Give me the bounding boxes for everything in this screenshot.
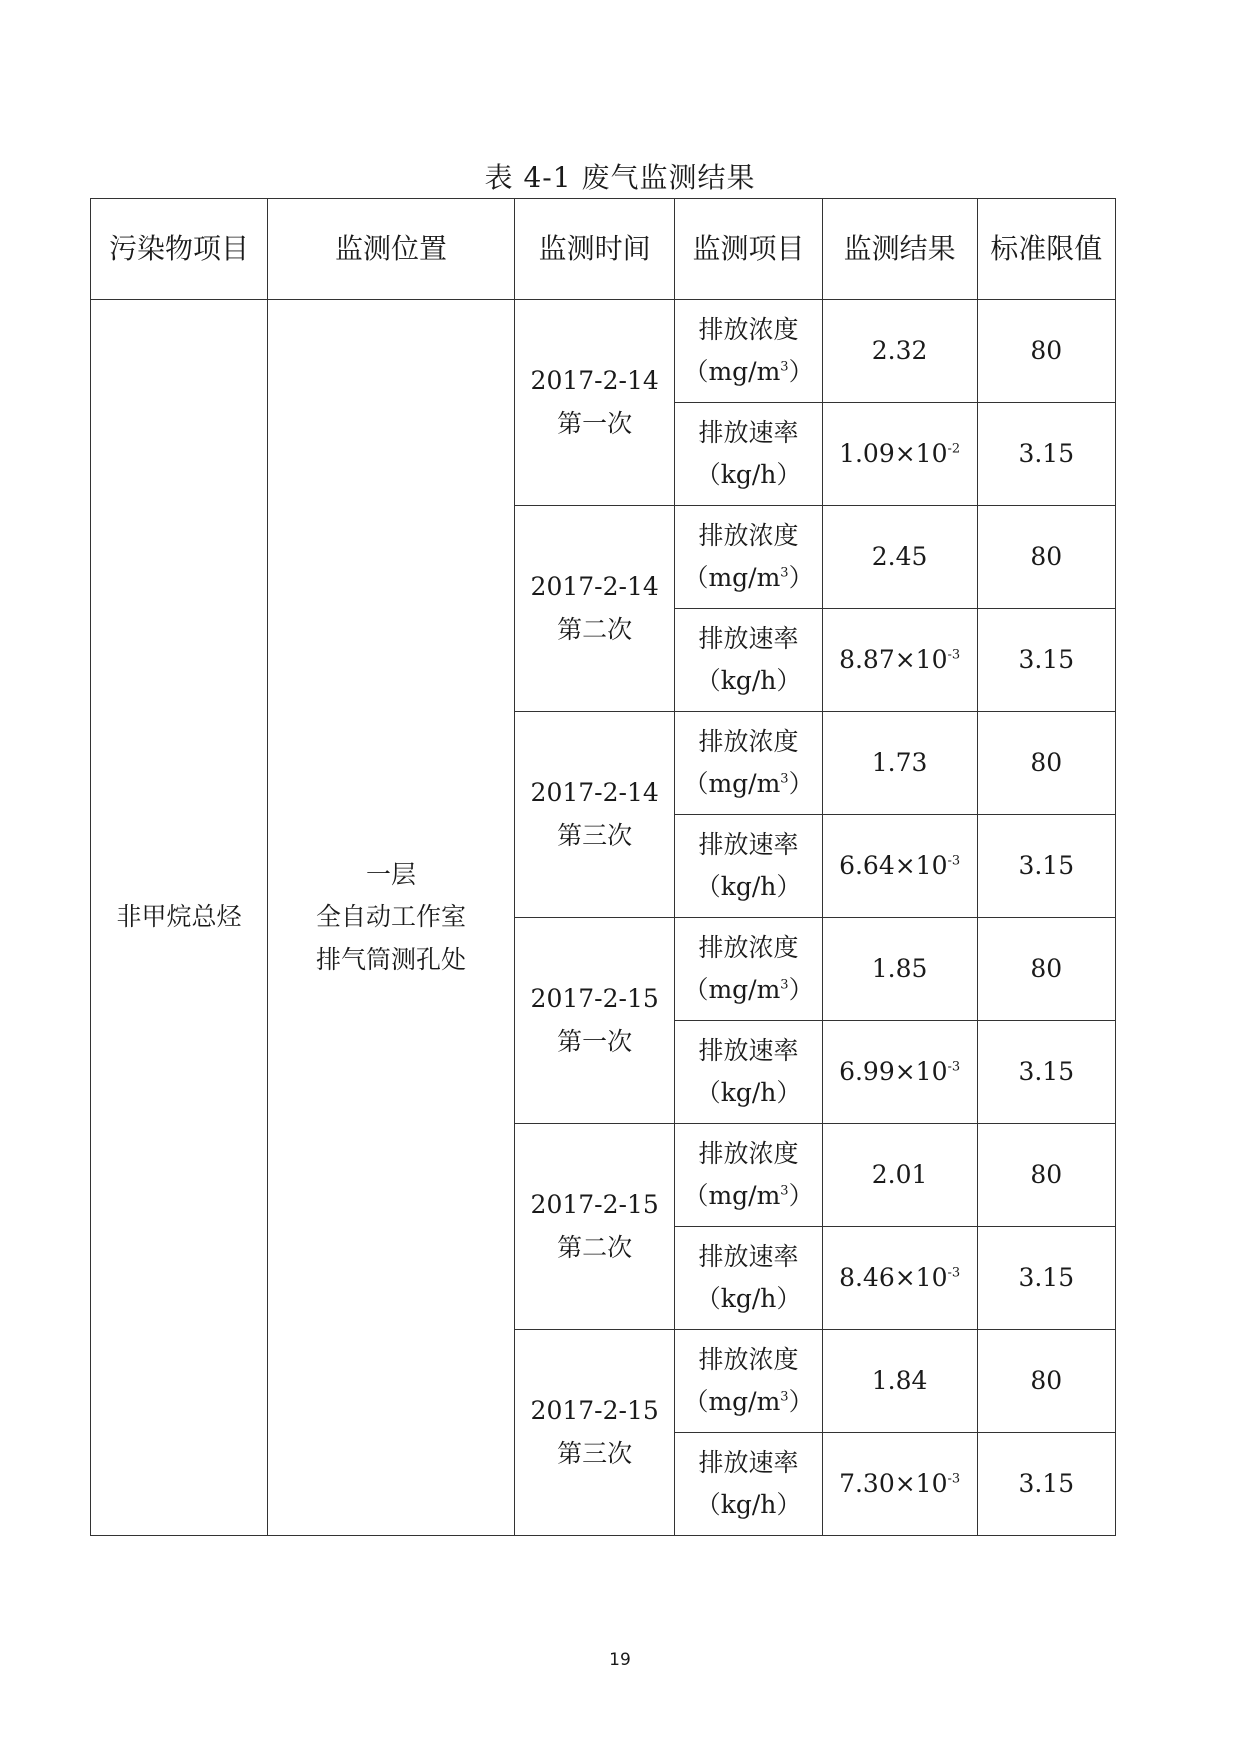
rate-exponent: -3 (947, 647, 961, 663)
header-result: 监测结果 (822, 199, 977, 300)
unit-text: ） (788, 1181, 814, 1210)
rate-base: 1.09×10 (839, 438, 948, 468)
header-limit: 标准限值 (977, 199, 1115, 300)
session-label: 第三次 (557, 1438, 633, 1468)
item-name: 排放速率 (698, 1447, 799, 1477)
result-value (822, 403, 977, 506)
unit-text: （mg/m (683, 769, 781, 798)
rate-exponent: -3 (947, 1265, 961, 1281)
rate-exponent: -3 (947, 1059, 961, 1075)
session-label: 第一次 (557, 408, 633, 438)
session-label: 第二次 (557, 614, 633, 644)
location-cell (268, 300, 515, 1536)
emission-results-table (90, 198, 1116, 1536)
item-concentration-cell (675, 1124, 822, 1227)
header-location: 监测位置 (268, 199, 515, 300)
item-name: 排放速率 (698, 829, 799, 859)
item-name: 排放浓度 (698, 726, 799, 756)
limit-value: 80 (977, 506, 1115, 609)
result-value: 2.32 (822, 300, 977, 403)
limit-value: 80 (977, 300, 1115, 403)
rate-base: 8.87×10 (839, 644, 948, 674)
session-time-cell (514, 712, 675, 918)
limit-value: 3.15 (977, 1433, 1115, 1536)
item-concentration-cell (675, 712, 822, 815)
pollutant-name: 非甲烷总烃 (116, 902, 242, 932)
item-unit (675, 969, 821, 1012)
result-value: 1.84 (822, 1330, 977, 1433)
session-label: 第一次 (557, 1026, 633, 1056)
item-name: 排放速率 (698, 417, 799, 447)
item-unit: （kg/h） (695, 460, 802, 489)
rate-exponent: -3 (947, 1471, 961, 1487)
limit-value: 3.15 (977, 815, 1115, 918)
unit-text: ） (788, 975, 814, 1004)
session-date: 2017-2-14 (530, 572, 659, 601)
session-time-cell (514, 918, 675, 1124)
unit-text: （mg/m (683, 357, 781, 386)
unit-text: （mg/m (683, 563, 781, 592)
result-value (822, 1021, 977, 1124)
rate-base: 6.99×10 (839, 1056, 948, 1086)
header-row (91, 199, 1116, 300)
unit-text: （mg/m (683, 1181, 781, 1210)
item-unit (675, 763, 821, 806)
rate-base: 7.30×10 (839, 1468, 948, 1498)
item-name: 排放浓度 (698, 314, 799, 344)
limit-value: 3.15 (977, 403, 1115, 506)
item-unit: （kg/h） (695, 1078, 802, 1107)
item-concentration-cell (675, 506, 822, 609)
session-date: 2017-2-15 (530, 1396, 659, 1425)
table-row (91, 300, 1116, 403)
item-unit (675, 351, 821, 394)
location-line: 一层 (366, 859, 417, 889)
limit-value: 3.15 (977, 1021, 1115, 1124)
unit-text: ） (788, 1387, 814, 1416)
session-time-cell (514, 300, 675, 506)
header-pollutant: 污染物项目 (91, 199, 268, 300)
item-name: 排放速率 (698, 623, 799, 653)
item-concentration-cell (675, 300, 822, 403)
limit-value: 80 (977, 1124, 1115, 1227)
item-rate-cell (675, 1021, 822, 1124)
item-name: 排放速率 (698, 1035, 799, 1065)
unit-superscript: 3 (780, 359, 789, 375)
result-value: 1.85 (822, 918, 977, 1021)
session-time-cell (514, 1124, 675, 1330)
item-rate-cell (675, 403, 822, 506)
result-value: 1.73 (822, 712, 977, 815)
rate-base: 8.46×10 (839, 1262, 948, 1292)
item-name: 排放速率 (698, 1241, 799, 1271)
session-label: 第三次 (557, 820, 633, 850)
unit-text: （mg/m (683, 1387, 781, 1416)
session-date: 2017-2-15 (530, 984, 659, 1013)
item-unit (675, 557, 821, 600)
table-caption: 表 4-1 废气监测结果 (484, 161, 756, 194)
limit-value: 80 (977, 712, 1115, 815)
unit-text: ） (788, 563, 814, 592)
session-date: 2017-2-14 (530, 778, 659, 807)
item-rate-cell (675, 815, 822, 918)
result-value (822, 1227, 977, 1330)
unit-superscript: 3 (780, 1183, 789, 1199)
header-item: 监测项目 (675, 199, 822, 300)
unit-superscript: 3 (780, 771, 789, 787)
limit-value: 3.15 (977, 609, 1115, 712)
item-name: 排放浓度 (698, 520, 799, 550)
session-time-cell (514, 1330, 675, 1536)
limit-value: 80 (977, 1330, 1115, 1433)
unit-superscript: 3 (780, 977, 789, 993)
item-name: 排放浓度 (698, 932, 799, 962)
result-value (822, 1433, 977, 1536)
location-line: 全自动工作室 (316, 902, 467, 932)
item-unit: （kg/h） (695, 1284, 802, 1313)
item-unit (675, 1175, 821, 1218)
item-rate-cell (675, 609, 822, 712)
unit-superscript: 3 (780, 1389, 789, 1405)
item-rate-cell (675, 1433, 822, 1536)
result-value: 2.45 (822, 506, 977, 609)
item-name: 排放浓度 (698, 1344, 799, 1374)
session-date: 2017-2-14 (530, 366, 659, 395)
rate-exponent: -3 (947, 853, 961, 869)
item-rate-cell (675, 1227, 822, 1330)
unit-superscript: 3 (780, 565, 789, 581)
rate-exponent: -2 (947, 441, 961, 457)
item-unit: （kg/h） (695, 872, 802, 901)
location-line: 排气筒测孔处 (316, 944, 467, 974)
item-unit: （kg/h） (695, 1490, 802, 1519)
limit-value: 80 (977, 918, 1115, 1021)
rate-base: 6.64×10 (839, 850, 948, 880)
session-label: 第二次 (557, 1232, 633, 1262)
limit-value: 3.15 (977, 1227, 1115, 1330)
item-name: 排放浓度 (698, 1138, 799, 1168)
session-time-cell (514, 506, 675, 712)
result-value (822, 609, 977, 712)
item-concentration-cell (675, 1330, 822, 1433)
header-time: 监测时间 (514, 199, 675, 300)
item-unit: （kg/h） (695, 666, 802, 695)
unit-text: ） (788, 357, 814, 386)
session-date: 2017-2-15 (530, 1190, 659, 1219)
item-unit (675, 1381, 821, 1424)
item-concentration-cell (675, 918, 822, 1021)
pollutant-cell (91, 300, 268, 1536)
result-value (822, 815, 977, 918)
table-body (91, 300, 1116, 1536)
unit-text: （mg/m (683, 975, 781, 1004)
page-number: 19 (609, 1650, 631, 1670)
unit-text: ） (788, 769, 814, 798)
result-value: 2.01 (822, 1124, 977, 1227)
